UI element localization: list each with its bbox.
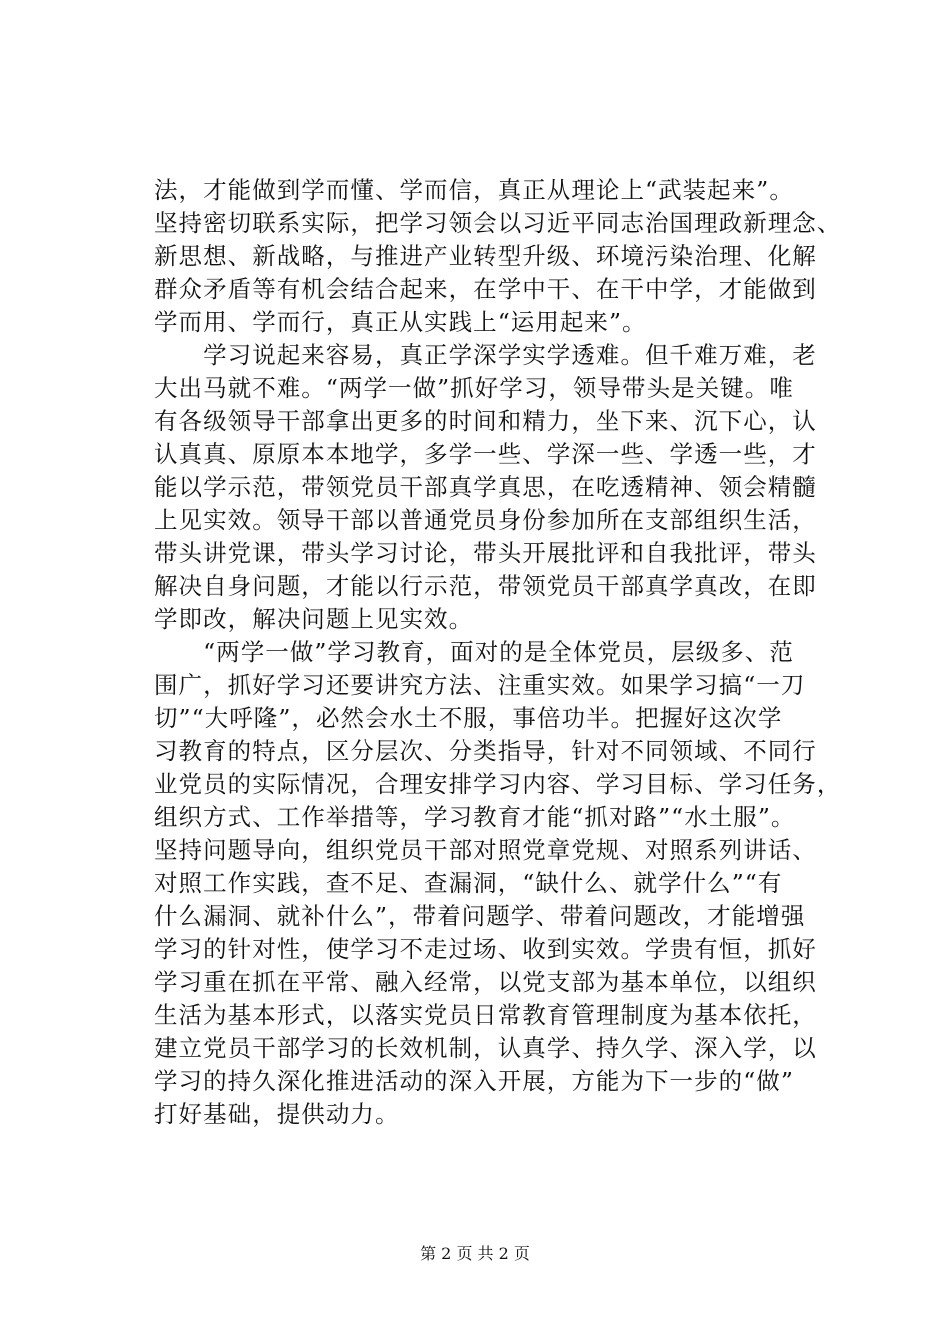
text-line: 建立党员干部学习的长效机制，认真学、持久学、深入学，以: [154, 1034, 817, 1062]
text-line: 解决自身问题，才能以行示范，带领党员干部真学真改，在即: [154, 572, 817, 600]
text-line: 能以学示范，带领党员干部真学真思，在吃透精神、领会精髓: [154, 473, 817, 501]
text-line: 对照工作实践，查不足、查漏洞，“缺什么、就学什么”“有: [154, 869, 783, 897]
text-line: “两学一做”学习教育，面对的是全体党员，层级多、范: [154, 638, 794, 666]
text-line: 学习的针对性，使学习不走过场、收到实效。学贵有恒，抓好: [154, 935, 817, 963]
text-line: 什么漏洞、就补什么”，带着问题学、带着问题改，才能增强: [154, 902, 806, 930]
text-line: 大出马就不难。“两学一做”抓好学习，领导带头是关键。唯: [154, 374, 794, 402]
text-line: 围广，抓好学习还要讲究方法、注重实效。如果学习搞“一刀: [154, 671, 806, 699]
text-line: 学习重在抓在平常、融入经常，以党支部为基本单位，以组织: [154, 968, 817, 996]
text-line: 坚持问题导向，组织党员干部对照党章党规、对照系列讲话、: [154, 836, 817, 864]
text-line: 切”“大呼隆”，必然会水土不服，事倍功半。把握好这次学: [154, 704, 783, 732]
text-line: 组织方式、工作举措等，学习教育才能“抓对路”“水土服”。: [154, 803, 796, 831]
text-line: 法，才能做到学而懂、学而信，真正从理论上“武装起来”。: [154, 176, 794, 204]
text-line: 新思想、新战略，与推进产业转型升级、环境污染治理、化解: [154, 242, 817, 270]
text-line: 带头讲党课，带头学习讨论，带头开展批评和自我批评，带头: [154, 539, 817, 567]
body-text: [154, 174, 842, 1131]
page-number-label: 第 2 页 共 2 页: [420, 1244, 530, 1263]
text-line: 学而用、学而行，真正从实践上“运用起来”。: [154, 308, 647, 336]
text-line: 认真真、原原本本地学，多学一些、学深一些、学透一些，才: [154, 440, 817, 468]
page-footer: [0, 1244, 950, 1264]
text-line: 坚持密切联系实际，把学习领会以习近平同志治国理政新理念、: [154, 209, 842, 237]
text-line: 业党员的实际情况，合理安排学习内容、学习目标、学习任务，: [154, 770, 842, 798]
text-line: 学即改，解决问题上见实效。: [154, 605, 474, 633]
text-line: 打好基础，提供动力。: [154, 1100, 400, 1128]
text-line: 上见实效。领导干部以普通党员身份参加所在支部组织生活，: [154, 506, 817, 534]
text-line: 群众矛盾等有机会结合起来，在学中干、在干中学，才能做到: [154, 275, 817, 303]
text-line: 学习说起来容易，真正学深学实学透难。但千难万难，老: [154, 341, 817, 369]
text-line: 学习的持久深化推进活动的深入开展，方能为下一步的“做”: [154, 1067, 794, 1095]
text-line: 习教育的特点，区分层次、分类指导，针对不同领域、不同行: [154, 737, 817, 765]
text-line: 生活为基本形式，以落实党员日常教育管理制度为基本依托，: [154, 1001, 817, 1029]
text-line: 有各级领导干部拿出更多的时间和精力，坐下来、沉下心，认: [154, 407, 817, 435]
